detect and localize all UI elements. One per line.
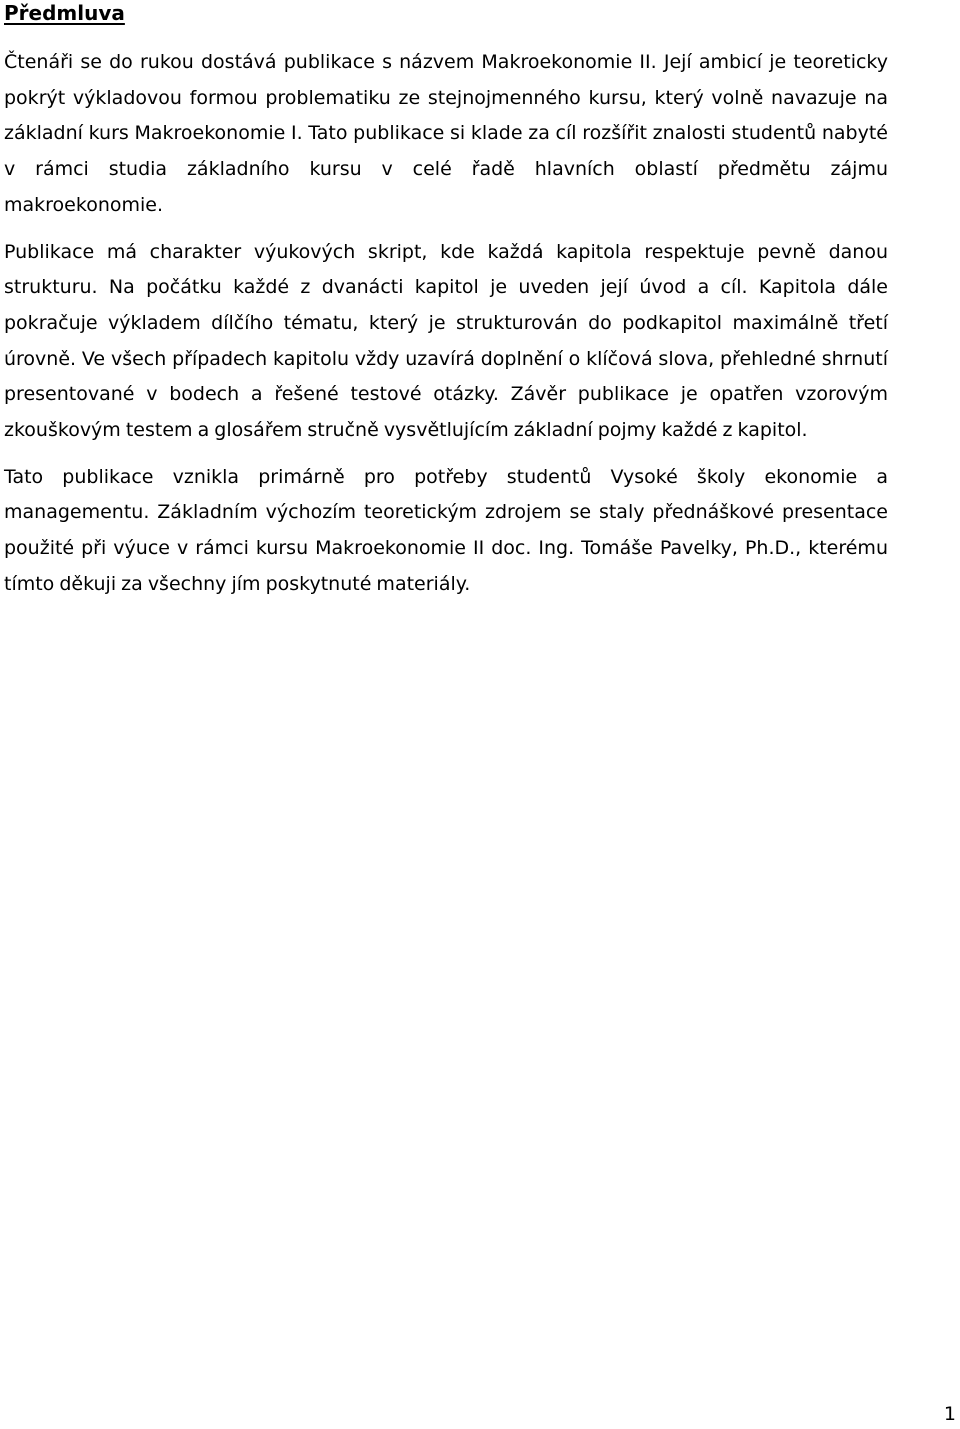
page-heading: Předmluva bbox=[4, 1, 125, 25]
paragraph-acknowledgement: Tato publikace vznikla primárně pro potřeby studentů Vysoké školy ekonomie a managementu. Základním výchozím teoretickým zdrojem se staly přednáškové presentace použité při výuce v rámci kursu Makroekonomie II doc. Ing. Tomáše Pavelky, Ph.D., kterému tímto děkuji za všechny jím poskytnuté materiály. bbox=[4, 465, 888, 595]
paragraph-structure: Publikace má charakter výukových skript, kde každá kapitola respektuje pevně danou strukturu. Na počátku každé z dvanácti kapitol je uveden její úvod a cíl. Kapitola dále pokračuje výkladem dílčího tématu, který je strukturován do podkapitol maximálně třetí úrovně. Ve všech případech kapitolu vždy uzavírá doplnění o klíčová slova, přehledné shrnutí presentované v bodech a řešené testové otázky. Závěr publikace je opatřen vzorovým zkouškovým testem a glosářem stručně vysvětlujícím základní pojmy každé z kapitol. bbox=[4, 240, 888, 442]
page-number: 1 bbox=[943, 1403, 956, 1425]
document-page bbox=[4, 0, 888, 603]
paragraph-intro: Čtenáři se do rukou dostává publikace s názvem Makroekonomie II. Její ambicí je teoreticky pokrýt výkladovou formou problematiku ze stejnojmenného kursu, který volně navazuje na základní kurs Makroekonomie I. Tato publikace si klade za cíl rozšířit znalosti studentů nabyté v rámci studia základního kursu v celé řadě hlavních oblastí předmětu zájmu makroekonomie. bbox=[4, 51, 888, 216]
